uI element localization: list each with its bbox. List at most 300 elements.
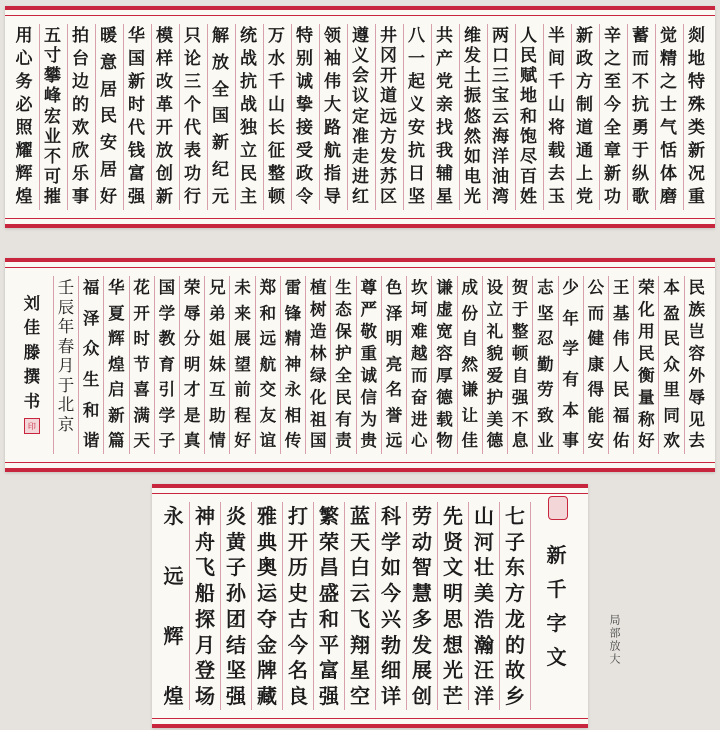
glyph: 民 [335, 387, 352, 407]
glyph: 辉 [15, 164, 33, 184]
glyph: 摧 [44, 187, 61, 207]
glyph: 立 [240, 141, 257, 161]
glyph: 明 [443, 581, 463, 606]
glyph: 化 [638, 299, 655, 319]
text-column [655, 24, 681, 210]
glyph: 的 [72, 95, 89, 115]
glyph: 护 [486, 387, 504, 407]
glyph: 千 [268, 72, 285, 92]
title-column [530, 502, 582, 710]
glyph: 华 [108, 278, 125, 297]
glyph: 场 [195, 683, 215, 708]
glyph: 万 [268, 26, 285, 46]
glyph: 发 [380, 146, 397, 167]
glyph: 的 [505, 632, 525, 657]
glyph: 结 [226, 632, 246, 657]
glyph: 尊 [360, 278, 377, 297]
glyph: 全 [335, 365, 352, 385]
glyph: 亮 [385, 354, 403, 374]
glyph: 刘 [23, 293, 41, 313]
glyph: 子 [158, 431, 176, 451]
glyph: 独 [240, 118, 257, 138]
glyph: 郑 [259, 278, 277, 297]
glyph: 真 [183, 431, 201, 451]
glyph: 信 [360, 387, 377, 407]
glyph: 先 [443, 504, 463, 528]
glyph: 样 [156, 49, 173, 69]
glyph: 人 [612, 354, 630, 374]
glyph: 科 [381, 504, 401, 528]
glyph: 德 [486, 431, 504, 451]
glyph: 三 [184, 72, 201, 92]
glyph: 好 [234, 431, 251, 451]
glyph: 国 [158, 278, 176, 297]
detail-caption: 局部放大 [608, 614, 621, 666]
glyph: 壬 [57, 278, 75, 297]
glyph: 纵 [632, 164, 649, 184]
glyph: 至 [604, 72, 621, 92]
glyph: 谊 [259, 431, 277, 451]
glyph: 光 [443, 658, 463, 683]
text-column [179, 24, 205, 210]
glyph: 贵 [360, 431, 377, 451]
text-column [684, 276, 709, 454]
text-column [459, 24, 485, 210]
text-column [375, 502, 406, 710]
glyph: 众 [663, 354, 680, 374]
text-column [608, 276, 633, 454]
glyph: 传 [284, 431, 302, 451]
glyph: 业 [44, 126, 61, 147]
glyph: 好 [638, 431, 655, 451]
glyph: 海 [492, 126, 509, 147]
glyph: 坚 [537, 303, 554, 323]
text-column [515, 24, 541, 210]
text-column [123, 24, 149, 210]
text-column [599, 24, 625, 210]
glyph: 殊 [688, 95, 705, 115]
glyph: 喜 [133, 380, 150, 400]
glyph: 剡 [688, 26, 705, 46]
glyph: 化 [310, 387, 327, 407]
glyph: 成 [461, 278, 478, 297]
glyph: 煌 [108, 354, 125, 374]
glyph: 美 [474, 581, 494, 606]
glyph: 是 [183, 405, 201, 425]
glyph: 族 [688, 299, 706, 319]
glyph: 有 [562, 370, 579, 390]
glyph: 袖 [324, 49, 341, 69]
glyph: 发 [412, 632, 432, 657]
glyph: 政 [296, 164, 313, 184]
text-column [431, 276, 456, 454]
glyph: 盈 [663, 303, 680, 323]
glyph: 奋 [410, 387, 428, 407]
glyph: 贤 [443, 529, 463, 554]
glyph: 贺 [511, 278, 529, 297]
glyph: 湾 [492, 187, 509, 207]
glyph: 助 [209, 405, 226, 425]
glyph: 乡 [505, 683, 525, 708]
glyph: 玉 [548, 187, 565, 207]
glyph: 我 [436, 141, 453, 161]
text-column [204, 276, 229, 454]
glyph: 于 [57, 375, 75, 395]
glyph: 公 [587, 278, 605, 297]
calligraphy-panel-middle [5, 258, 715, 472]
glyph: 代 [184, 118, 201, 138]
glyph: 炎 [226, 504, 246, 528]
glyph: 寸 [44, 46, 61, 67]
glyph: 令 [296, 187, 313, 207]
glyph: 锋 [284, 303, 302, 323]
text-column [95, 24, 121, 210]
glyph: 生 [82, 370, 100, 390]
glyph: 民 [520, 46, 537, 67]
text-column [39, 24, 65, 210]
glyph: 今 [381, 581, 401, 606]
glyph: 学 [562, 339, 579, 359]
text-column [633, 276, 658, 454]
text-column [532, 276, 557, 454]
glyph: 歌 [632, 187, 649, 207]
glyph: 辛 [604, 26, 621, 46]
glyph: 只 [184, 26, 201, 46]
glyph: 欢 [663, 431, 680, 451]
text-column [347, 24, 373, 210]
glyph: 福 [612, 405, 630, 425]
glyph: 分 [183, 329, 201, 349]
glyph: 和 [82, 400, 100, 420]
glyph: 强 [128, 187, 145, 207]
glyph: 八 [408, 26, 425, 46]
glyph: 龙 [505, 606, 525, 631]
column-group [11, 24, 709, 210]
glyph: 精 [660, 49, 677, 69]
glyph: 忍 [537, 329, 554, 349]
glyph: 航 [259, 354, 277, 374]
glyph: 永 [284, 380, 302, 400]
glyph: 自 [461, 329, 478, 349]
glyph: 政 [576, 49, 593, 69]
glyph: 息 [511, 431, 529, 451]
glyph: 五 [44, 26, 61, 46]
glyph: 赋 [520, 66, 537, 87]
glyph: 敬 [360, 321, 377, 341]
glyph: 故 [505, 658, 525, 683]
glyph: 载 [548, 141, 565, 161]
glyph: 民 [688, 278, 706, 297]
glyph: 亲 [436, 95, 453, 115]
glyph: 详 [381, 683, 401, 708]
glyph: 拍 [72, 26, 89, 46]
column-group [158, 502, 582, 710]
glyph: 事 [72, 187, 89, 207]
glyph: 定 [352, 106, 369, 127]
glyph: 本 [663, 278, 680, 297]
glyph: 黄 [226, 529, 246, 554]
glyph: 打 [288, 504, 308, 528]
glyph: 党 [576, 187, 593, 207]
glyph: 辱 [183, 303, 201, 323]
glyph: 精 [284, 329, 302, 349]
glyph: 必 [15, 95, 33, 115]
glyph: 绿 [310, 365, 327, 385]
glyph: 全 [212, 79, 229, 100]
glyph: 礼 [486, 321, 504, 341]
glyph: 全 [604, 118, 621, 138]
glyph: 辱 [688, 387, 706, 407]
glyph: 明 [385, 329, 403, 349]
glyph: 新 [546, 543, 567, 567]
glyph: 容 [436, 343, 453, 363]
glyph: 造 [310, 321, 327, 341]
glyph: 重 [688, 187, 705, 207]
glyph: 文 [443, 555, 463, 580]
glyph: 煌 [15, 187, 33, 207]
glyph: 耀 [15, 141, 33, 161]
glyph: 越 [410, 343, 428, 363]
glyph: 学 [158, 405, 176, 425]
glyph: 慧 [412, 581, 432, 606]
glyph: 新 [604, 164, 621, 184]
glyph: 月 [57, 356, 75, 375]
column-group [11, 276, 709, 454]
text-column [457, 276, 482, 454]
glyph: 坎 [410, 278, 428, 297]
glyph: 峰 [44, 86, 61, 107]
glyph: 谐 [82, 431, 100, 451]
glyph: 永 [163, 504, 184, 528]
glyph: 放 [212, 52, 229, 73]
glyph: 保 [335, 321, 352, 341]
glyph: 勃 [381, 632, 401, 657]
glyph: 走 [352, 146, 369, 167]
text-column [381, 276, 406, 454]
glyph: 乐 [72, 164, 89, 184]
glyph: 气 [660, 118, 677, 138]
glyph: 新 [576, 26, 593, 46]
glyph: 佳 [23, 318, 41, 338]
glyph: 生 [335, 278, 352, 297]
glyph: 誉 [385, 405, 403, 425]
glyph: 貌 [486, 343, 504, 363]
glyph: 云 [350, 581, 370, 606]
glyph: 辉 [108, 329, 125, 349]
glyph: 心 [15, 49, 33, 69]
glyph: 大 [324, 95, 341, 115]
glyph: 千 [546, 577, 567, 601]
glyph: 展 [412, 658, 432, 683]
text-column [207, 24, 233, 210]
glyph: 安 [587, 431, 605, 451]
glyph: 类 [688, 118, 705, 138]
glyph: 典 [257, 529, 277, 554]
glyph: 星 [350, 658, 370, 683]
text-column [330, 276, 355, 454]
text-column [305, 276, 330, 454]
glyph: 心 [410, 431, 428, 451]
glyph: 功 [604, 187, 621, 207]
glyph: 千 [548, 72, 565, 92]
glyph: 准 [352, 126, 369, 147]
glyph: 福 [82, 278, 100, 297]
glyph: 宏 [44, 106, 61, 127]
glyph: 细 [381, 658, 401, 683]
glyph: 良 [288, 683, 308, 708]
glyph: 林 [310, 343, 327, 363]
glyph: 壮 [474, 555, 494, 580]
glyph: 通 [576, 141, 593, 161]
glyph: 和 [319, 606, 339, 631]
glyph: 篇 [108, 431, 125, 451]
glyph: 富 [319, 658, 339, 683]
glyph: 外 [688, 365, 706, 385]
glyph: 育 [158, 354, 176, 374]
glyph: 子 [226, 555, 246, 580]
text-column [356, 276, 381, 454]
glyph: 学 [158, 303, 176, 323]
glyph: 地 [520, 86, 537, 107]
glyph: 远 [163, 564, 184, 588]
glyph: 本 [562, 400, 579, 420]
text-column [507, 276, 532, 454]
glyph: 志 [537, 278, 554, 297]
glyph: 开 [133, 303, 150, 323]
glyph: 磨 [660, 187, 677, 207]
glyph: 钱 [128, 141, 145, 161]
glyph: 尽 [520, 146, 537, 167]
glyph: 古 [288, 606, 308, 631]
glyph: 方 [576, 72, 593, 92]
glyph: 宽 [436, 321, 453, 341]
glyph: 立 [486, 299, 504, 319]
glyph: 遵 [352, 26, 369, 46]
glyph: 教 [158, 329, 176, 349]
glyph: 佳 [461, 431, 478, 451]
glyph: 天 [350, 529, 370, 554]
glyph: 革 [156, 95, 173, 115]
glyph: 方 [505, 581, 525, 606]
glyph: 元 [212, 186, 229, 207]
glyph: 众 [82, 339, 100, 359]
text-column [255, 276, 280, 454]
glyph: 坚 [408, 187, 425, 207]
glyph: 学 [381, 529, 401, 554]
glyph: 虚 [436, 299, 453, 319]
text-column [129, 276, 154, 454]
glyph: 华 [128, 26, 145, 46]
glyph: 别 [296, 49, 313, 69]
calligraphy-panel-top [5, 6, 715, 228]
glyph: 改 [156, 72, 173, 92]
glyph: 雅 [257, 504, 277, 528]
glyph: 致 [537, 405, 554, 425]
glyph: 相 [284, 405, 302, 425]
glyph: 展 [234, 329, 251, 349]
glyph: 飞 [195, 555, 215, 580]
glyph: 章 [604, 141, 621, 161]
glyph: 义 [352, 46, 369, 67]
glyph: 找 [436, 118, 453, 138]
glyph: 创 [156, 164, 173, 184]
glyph: 于 [511, 299, 529, 319]
glyph: 如 [464, 146, 481, 167]
glyph: 佑 [612, 431, 630, 451]
glyph: 节 [133, 354, 150, 374]
glyph: 开 [156, 118, 173, 138]
glyph: 厚 [436, 365, 453, 385]
glyph: 坷 [410, 299, 428, 319]
text-column [375, 24, 401, 210]
glyph: 山 [474, 504, 494, 528]
text-column [487, 24, 513, 210]
glyph: 顿 [511, 343, 529, 363]
glyph: 业 [537, 431, 554, 451]
glyph: 论 [184, 49, 201, 69]
glyph: 勤 [537, 354, 554, 374]
glyph: 想 [443, 632, 463, 657]
glyph: 百 [520, 166, 537, 187]
glyph: 滕 [23, 342, 41, 362]
glyph: 今 [288, 632, 308, 657]
calligraphy-panel-detail [152, 484, 588, 728]
signature-column [53, 276, 78, 454]
glyph: 伟 [324, 72, 341, 92]
glyph: 友 [259, 405, 277, 425]
glyph: 井 [380, 26, 397, 46]
glyph: 长 [268, 118, 285, 138]
glyph: 居 [100, 160, 117, 181]
glyph: 和 [520, 106, 537, 127]
glyph: 顿 [268, 187, 285, 207]
glyph: 导 [324, 187, 341, 207]
glyph: 三 [492, 66, 509, 87]
glyph: 统 [240, 26, 257, 46]
glyph: 居 [100, 79, 117, 100]
glyph: 量 [638, 387, 655, 407]
glyph: 王 [612, 278, 630, 297]
glyph: 然 [464, 126, 481, 147]
glyph: 电 [464, 166, 481, 187]
glyph: 谦 [436, 278, 453, 297]
glyph: 辰 [57, 297, 75, 317]
glyph: 美 [486, 409, 504, 429]
glyph: 子 [505, 529, 525, 554]
glyph: 不 [511, 409, 529, 429]
glyph: 启 [108, 380, 125, 400]
glyph: 饱 [520, 126, 537, 147]
glyph: 妹 [209, 354, 226, 374]
glyph: 领 [324, 26, 341, 46]
seal-stamp-icon [548, 496, 568, 520]
glyph: 蓄 [632, 26, 649, 46]
glyph: 探 [195, 606, 215, 631]
text-column [154, 276, 179, 454]
glyph: 岂 [688, 321, 706, 341]
glyph: 勇 [632, 118, 649, 138]
glyph: 远 [380, 106, 397, 127]
glyph: 牌 [257, 658, 277, 683]
glyph: 共 [436, 26, 453, 46]
glyph: 表 [184, 141, 201, 161]
glyph: 责 [335, 431, 352, 451]
glyph: 飞 [350, 606, 370, 631]
glyph: 解 [212, 26, 229, 46]
glyph: 时 [128, 95, 145, 115]
glyph: 爱 [486, 365, 504, 385]
author-column [11, 276, 53, 454]
